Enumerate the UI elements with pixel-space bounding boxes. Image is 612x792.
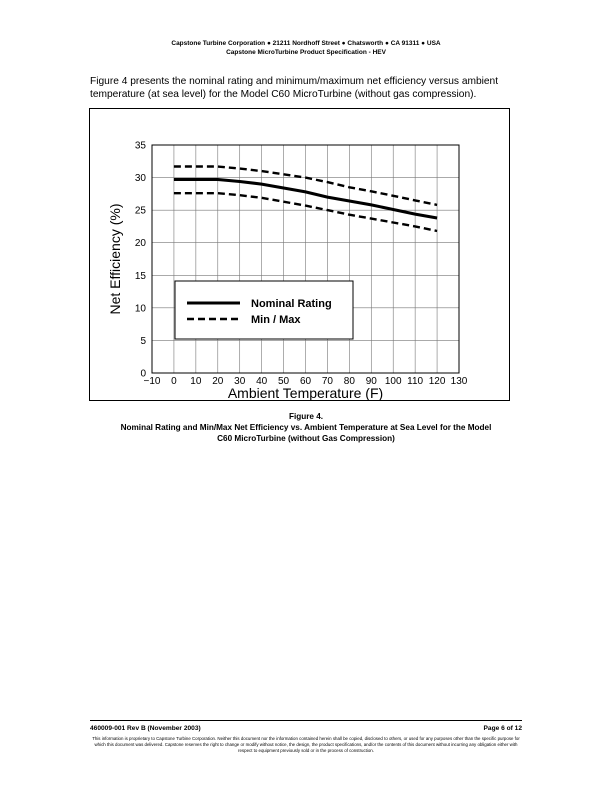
y-tick-label: 25: [134, 205, 146, 217]
caption-title-line2: C60 MicroTurbine (without Gas Compression): [217, 434, 395, 443]
x-tick-label: 50: [278, 376, 290, 387]
x-tick-label: 100: [384, 376, 402, 387]
x-tick-label: 120: [428, 376, 446, 387]
footer-notice: This information is proprietary to Capstone Turbine Corporation. Neither this document nor the information contained herein shall be copied, disclosed to others, or used for any purposes other than the specific purpose for which this document was delivered. Capstone reserves the right to change or modify without notice, the design, the product specifications, and/or the contents of this document without incurring any obligation either with respect to equipment previously sold or in the process of construction.: [92, 736, 520, 753]
x-tick-label: 130: [450, 376, 468, 387]
y-tick-label: 30: [134, 173, 146, 185]
y-tick-label: 5: [140, 335, 146, 347]
y-tick-label: 20: [134, 238, 146, 250]
x-tick-label: 70: [321, 376, 333, 387]
header-spec-line: Capstone MicroTurbine Product Specification - HEV: [226, 49, 386, 56]
x-tick-label: 30: [234, 376, 246, 387]
x-tick-label: −10: [143, 376, 161, 387]
y-tick-label: 0: [140, 368, 146, 380]
header-company-line: Capstone Turbine Corporation ● 21211 Nordhoff Street ● Chatsworth ● CA 91311 ● USA: [171, 40, 441, 47]
caption-title-line1: Nominal Rating and Min/Max Net Efficiency vs. Ambient Temperature at Sea Level for the Model: [120, 423, 492, 432]
efficiency-chart: [90, 109, 511, 402]
x-tick-label: 10: [190, 376, 202, 387]
legend-label: Nominal Rating: [251, 298, 332, 310]
intro-paragraph: Figure 4 presents the nominal rating and minimum/maximum net efficiency versus ambient temperature (at sea level) for the Model C60 MicroTurbine (without gas compression).: [90, 76, 499, 100]
y-tick-label: 35: [134, 140, 146, 152]
figure-caption: [80, 411, 532, 444]
x-tick-label: 0: [171, 376, 177, 387]
x-tick-label: 90: [365, 376, 377, 387]
x-tick-label: 110: [407, 376, 424, 387]
x-axis-label: Ambient Temperature (F): [227, 385, 384, 401]
y-axis-label: Net Efficiency (%): [107, 203, 123, 315]
footer-page-number: Page 6 of 12: [483, 725, 522, 732]
x-tick-label: 20: [212, 376, 224, 387]
legend-label: Min / Max: [251, 314, 301, 326]
y-tick-label: 15: [134, 270, 146, 282]
footer-doc-id: 460009-001 Rev B (November 2003): [90, 725, 201, 732]
x-tick-label: 60: [299, 376, 312, 387]
y-tick-label: 10: [134, 303, 146, 315]
caption-figure-number: Figure 4.: [288, 412, 324, 421]
x-tick-label: 40: [256, 376, 268, 387]
legend-box: [175, 281, 353, 339]
page-header: [0, 39, 612, 57]
figure-frame: [89, 108, 510, 401]
page-footer: [90, 720, 522, 754]
x-tick-label: 80: [343, 376, 355, 387]
